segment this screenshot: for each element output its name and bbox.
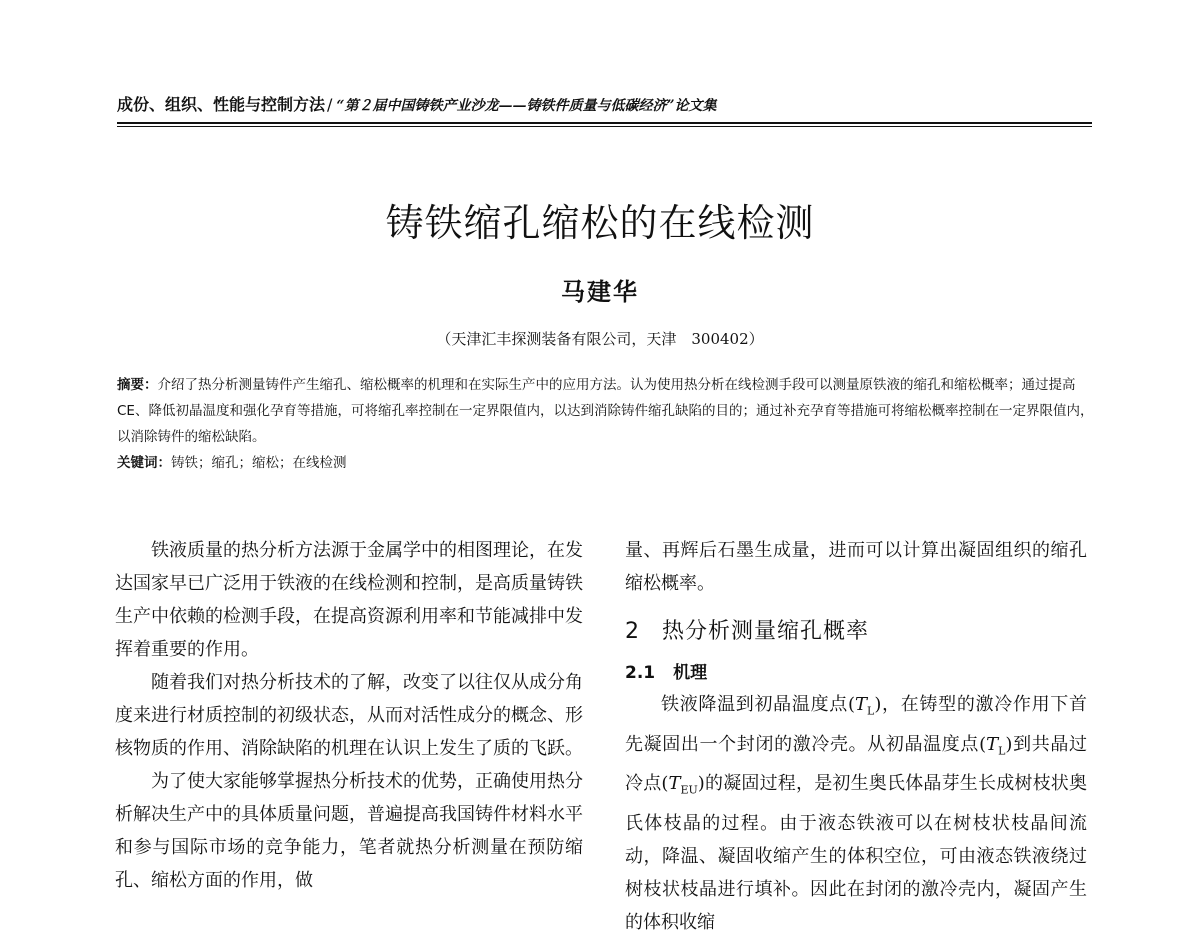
paragraph: 量、再辉后石墨生成量，进而可以计算出凝固组织的缩孔缩松概率。: [625, 540, 1087, 594]
header-rule-thick: [117, 122, 1092, 124]
author: 马建华: [561, 277, 639, 306]
header-rule-thin: [117, 126, 1092, 127]
subscript-L: L: [867, 704, 875, 718]
header-collection: “第２届中国铸铁产业沙龙——铸铁件质量与低碳经济”论文集: [336, 98, 717, 114]
paragraph: 铁液质量的热分析方法源于金属学中的相图理论，在发达国家早已广泛用于铁液的在线检测和控制，是高质量铸铁生产中依赖的检测手段，在提高资源利用率和节能减排中发挥着重要的作用。: [115, 540, 583, 660]
running-header: [117, 92, 1092, 115]
text-run: )的凝固过程，是初生奥氏体晶芽生长成树枝状奥氏体枝晶的过程。由于液态铁液可以在树枝状枝晶间流动，降温、凝固收缩产生的体积空位，可由液态铁液绕过树枝状枝晶进行填补。因此在封闭的激冷壳内，凝固产生的体积收缩: [625, 773, 1087, 933]
left-column: [115, 534, 583, 897]
symbol-T: T: [986, 733, 999, 755]
subsection-title: 机理: [673, 663, 708, 683]
keywords-label: 关键词：: [117, 455, 171, 471]
paragraph: 随着我们对热分析技术的了解，改变了以往仅从成分角度来进行材质控制的初级状态，从而对活性成分的概念、形核物质的作用、消除缺陷的机理在认识上发生了质的飞跃。: [115, 672, 583, 759]
section-heading: [625, 616, 1087, 648]
subscript-EU: EU: [680, 783, 698, 797]
abstract-label: 摘要：: [117, 377, 158, 393]
paragraph: 为了使大家能够掌握热分析技术的优势，正确使用热分析解决生产中的具体质量问题，普遍提高我国铸件材料水平和参与国际市场的竞争能力，笔者就热分析测量在预防缩孔、缩松方面的作用，做: [115, 771, 583, 891]
abstract-block: [117, 372, 1095, 476]
text-run: )到共晶过冷点(: [625, 733, 1087, 795]
section-number: 2: [625, 619, 640, 644]
abstract: [117, 372, 1095, 450]
paper-title: 铸铁缩孔缩松的在线检测: [385, 201, 815, 245]
keywords-text: 铸铁；缩孔；缩松；在线检测: [171, 455, 347, 471]
subsection-number: 2.1: [625, 663, 656, 683]
paragraph: [625, 688, 1087, 939]
subsection-heading: [625, 658, 1087, 688]
right-column: [625, 534, 1087, 939]
header-separator: /: [327, 95, 333, 114]
abstract-text: 介绍了热分析测量铸件产生缩孔、缩松概率的机理和在实际生产中的应用方法。认为使用热分析在线检测手段可以测量原铁液的缩孔和缩松概率；通过提高 CE、降低初晶温度和强化孕育等措施，可将缩孔率控制在一定界限值内，以达到消除铸件缩孔缺陷的目的；通过补充孕育等措施可将缩松概率控制在一定界限值内，以消除铸件的缩松缺陷。: [117, 377, 1094, 445]
subscript-L: L: [998, 744, 1006, 758]
header-section: 成份、组织、性能与控制方法: [117, 95, 326, 114]
affiliation: （天津汇丰探测装备有限公司，天津 300402）: [436, 330, 764, 348]
keywords: [117, 450, 1095, 476]
symbol-T: T: [668, 773, 681, 795]
text-run: )，在铸型的激冷作用下首先凝固出一个封闭的激冷壳。从初晶温度点(: [625, 694, 1087, 755]
symbol-T: T: [854, 694, 867, 715]
section-title: 热分析测量缩孔概率: [662, 619, 870, 644]
text-run: 铁液降温到初晶温度点(: [661, 694, 855, 715]
